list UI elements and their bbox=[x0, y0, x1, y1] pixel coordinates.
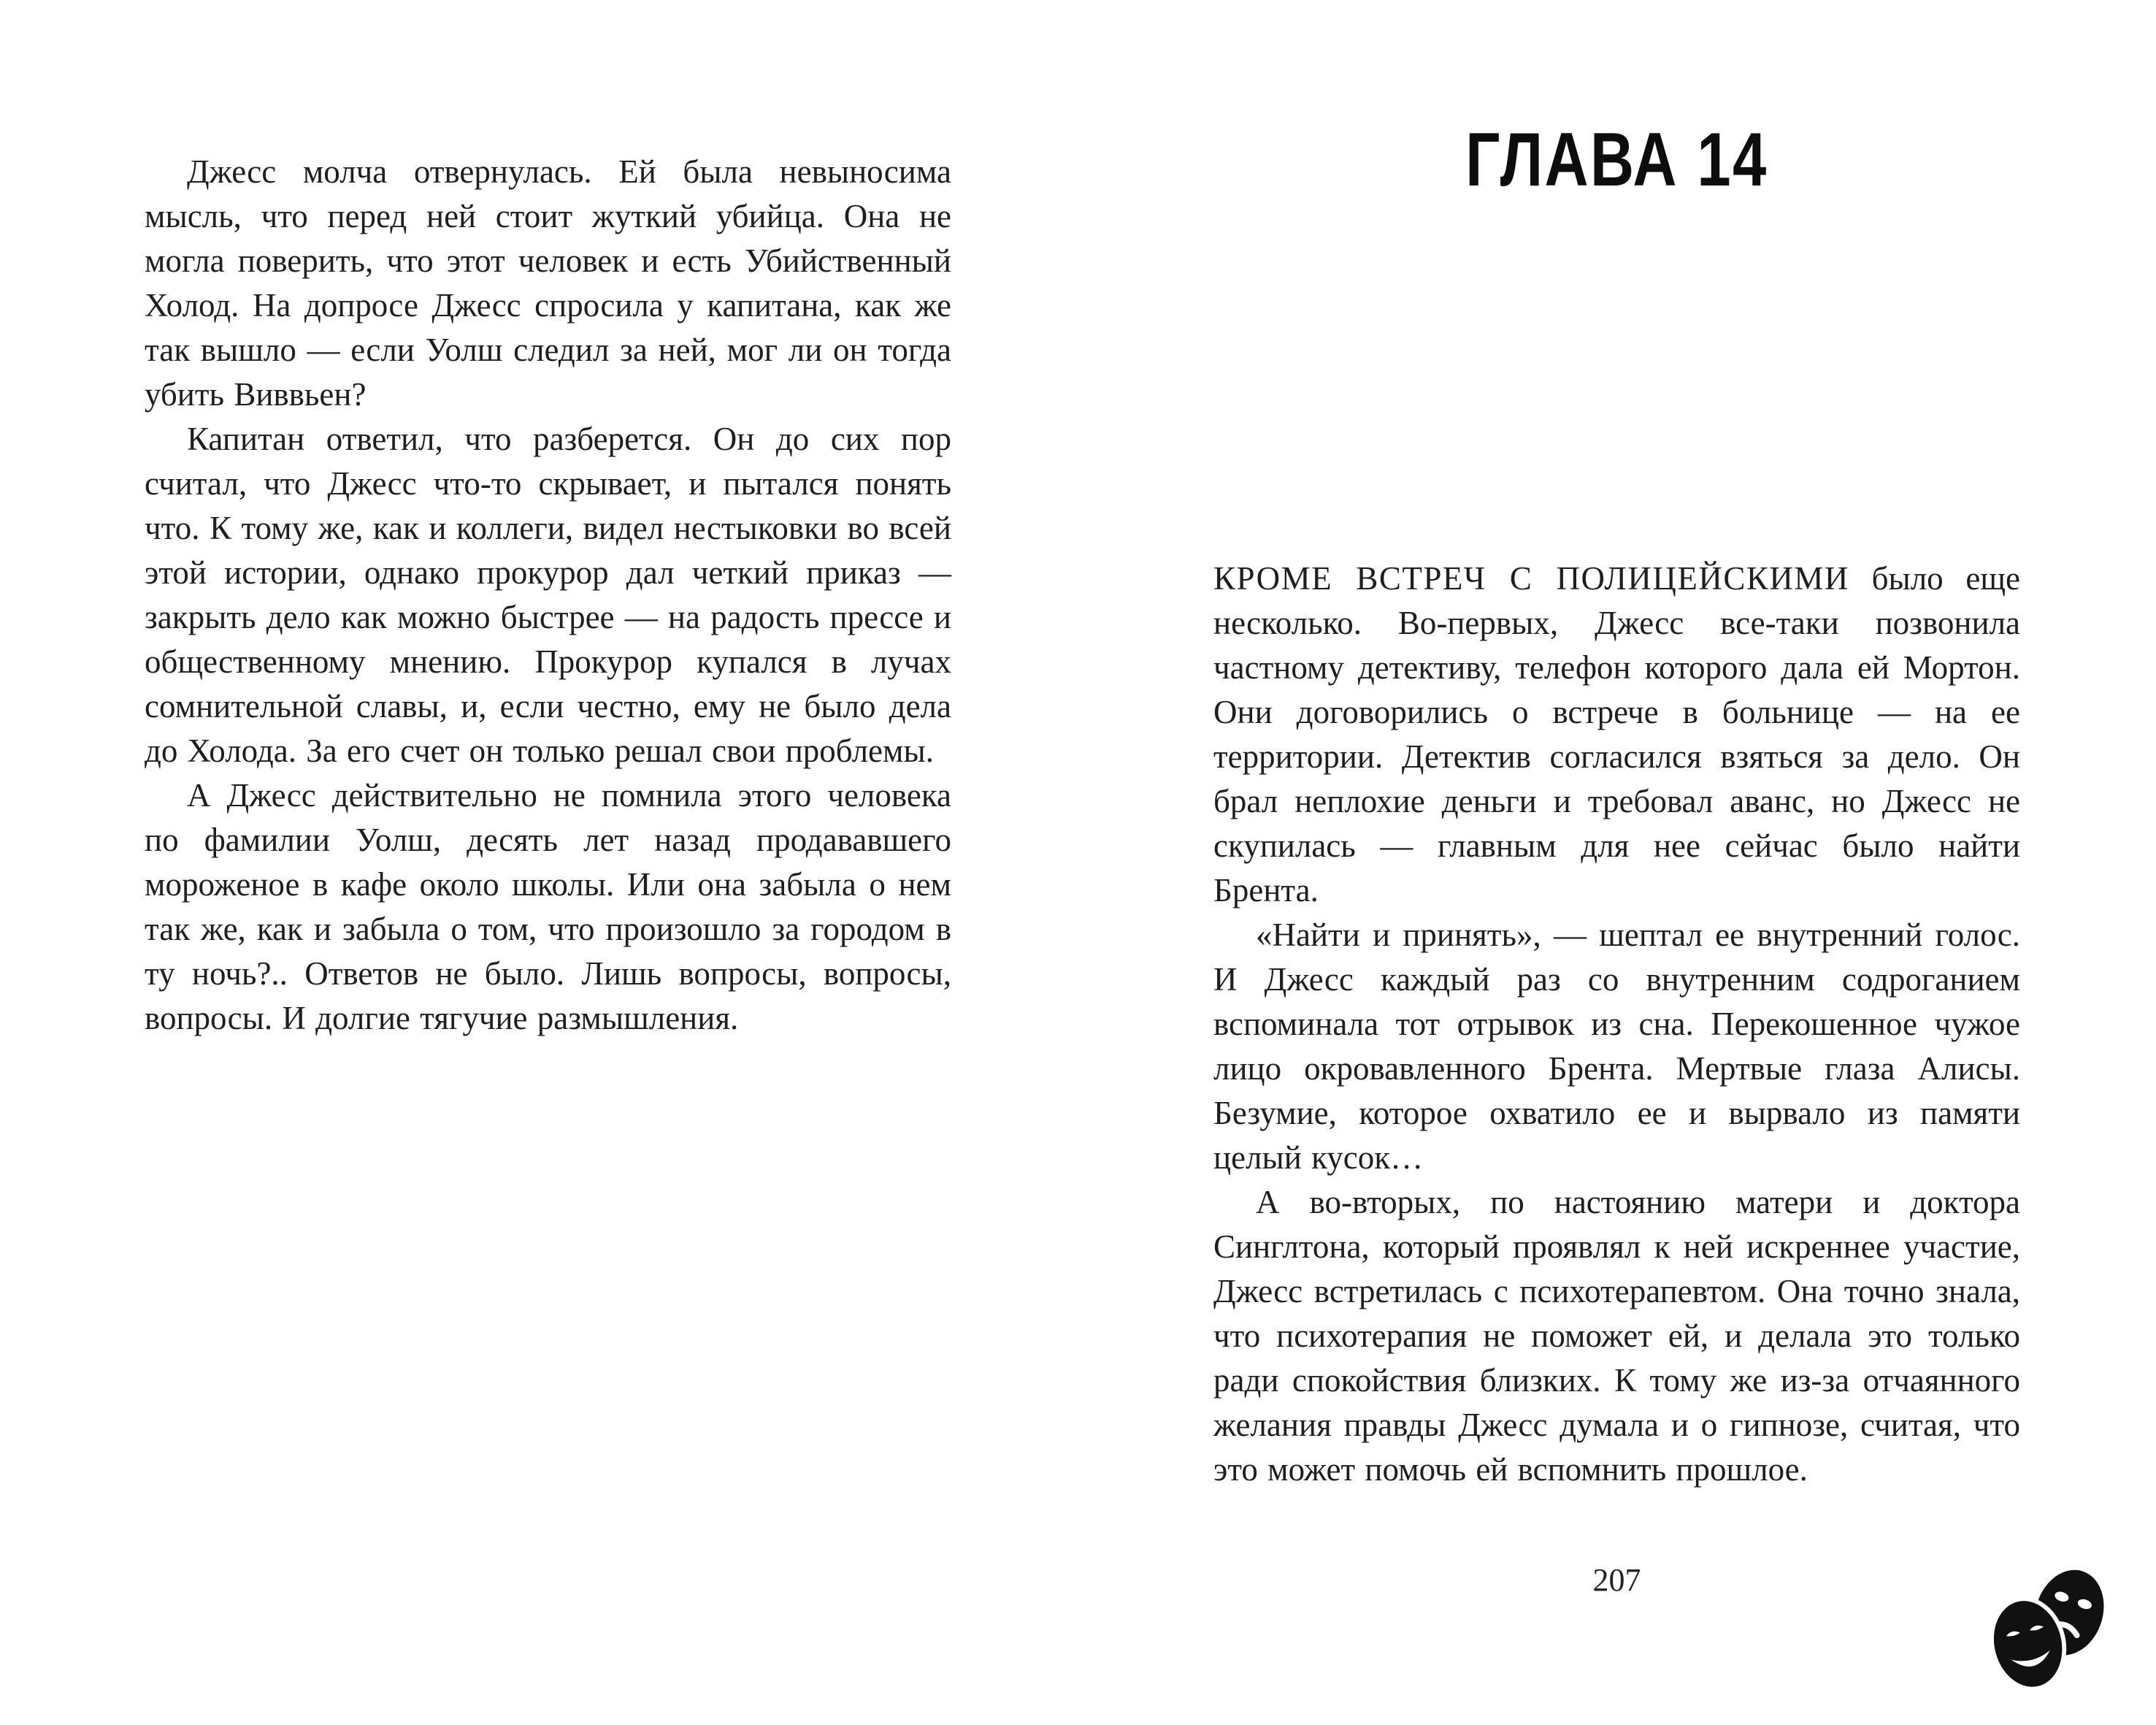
theater-masks-icon bbox=[1970, 1557, 2123, 1699]
paragraph-lead-caps: КРОМЕ ВСТРЕЧ С ПОЛИЦЕЙСКИМИ bbox=[1213, 560, 1849, 597]
opening-paragraph bbox=[1213, 556, 2020, 913]
right-page-text bbox=[1213, 556, 2020, 1492]
paragraph: А Джесс действительно не помнила этого человека по фамилии Уолш, десять лет назад продававшего мороженое в кафе около школы. Или она забыла о нем так же, как и забыла о том, что произошло за городом в ту ночь?.. Ответов не было. Лишь вопросы, вопросы, вопросы. И долгие тягучие размышления. bbox=[145, 777, 951, 1036]
paragraph-text: было еще несколько. Во-первых, Джесс все-таки позвонила частному детективу, телефон которого дала ей Мортон. Они договорились о встрече в больнице — на ее территории. Детектив согласился взяться за дело. Он брал неплохие деньги и требовал аванс, но Джесс не скупилась — главным для нее сейчас было найти Брента. bbox=[1213, 560, 2020, 909]
chapter-heading: ГЛАВА 14 bbox=[1465, 118, 1768, 202]
paragraph: Капитан ответил, что разберется. Он до сих пор считал, что Джесс что-то скрывает, и пытался понять что. К тому же, как и коллеги, видел нестыковки во всей этой истории, однако прокурор дал четкий приказ — закрыть дело как можно быстрее — на радость прессе и общественному мнению. Прокурор купался в лучах сомнительной славы, и, если честно, ему не было дела до Холода. За его счет он только решал свои проблемы. bbox=[145, 421, 951, 769]
page-number: 207 bbox=[1592, 1562, 1641, 1598]
paragraph: А во-вторых, по настоянию матери и доктора Синглтона, который проявлял к ней искреннее участие, Джесс встретилась с психотерапевтом. Она точно знала, что психотерапия не поможет ей, и делала это только ради спокойствия близких. К тому же из-за отчаянного желания правды Джесс думала и о гипнозе, считая, что это может помочь ей вспомнить прошлое. bbox=[1213, 1184, 2020, 1488]
left-page-text bbox=[145, 150, 951, 1041]
paragraph: Джесс молча отвернулась. Ей была невыносима мысль, что перед ней стоит жуткий убийца. Она не могла поверить, что этот человек и есть Убийственный Холод. На допросе Джесс спросила у капитана, как же так вышло — если Уолш следил за ней, мог ли он тогда убить Виввьен? bbox=[145, 153, 951, 413]
paragraph: «Найти и принять», — шептал ее внутренний голос. И Джесс каждый раз со внутренним содроганием вспоминала тот отрывок из сна. Перекошенное чужое лицо окровавленного Брента. Мертвые глаза Алисы. Безумие, которое охватило ее и вырвало из памяти целый кусок… bbox=[1213, 917, 2020, 1176]
